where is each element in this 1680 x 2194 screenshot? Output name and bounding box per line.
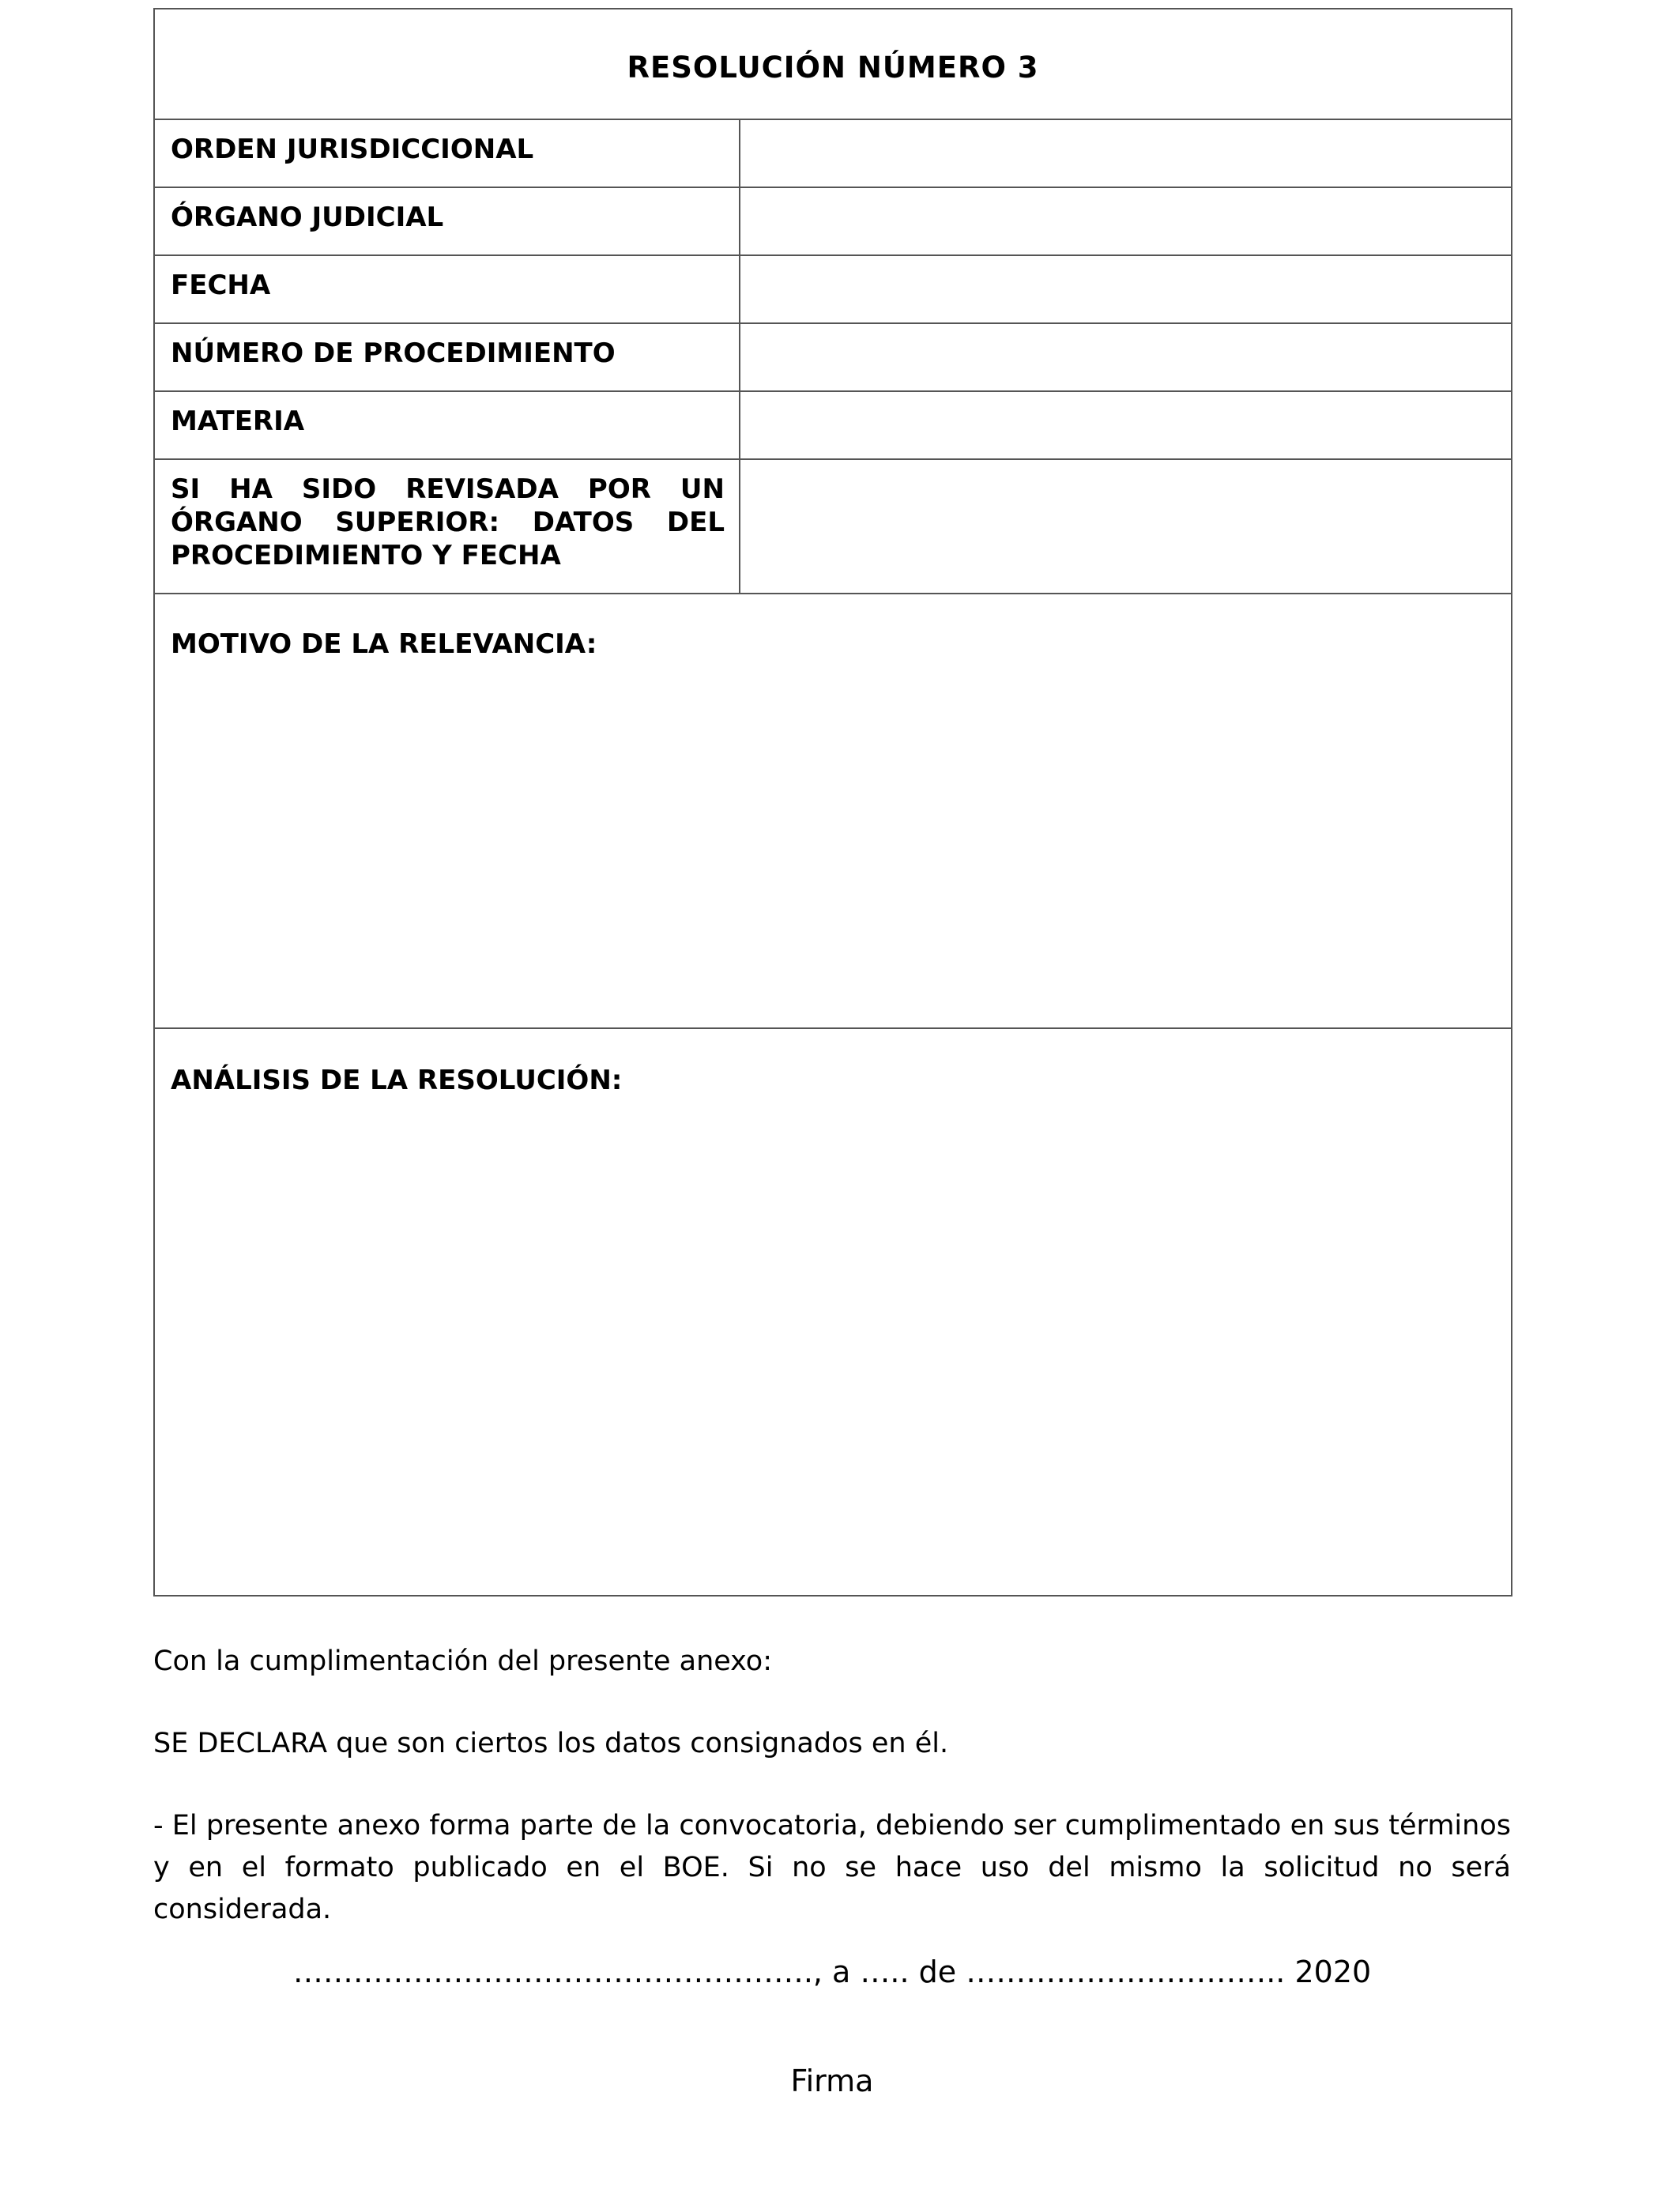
field-label-cell [154,391,740,459]
field-label-numero-procedimiento: NÚMERO DE PROCEDIMIENTO [171,337,616,369]
form-title: RESOLUCIÓN NÚMERO 3 [627,50,1039,85]
field-row-materia [154,391,1512,459]
analisis-row [154,1028,1512,1596]
analisis-resolucion-label: ANÁLISIS DE LA RESOLUCIÓN: [171,1065,623,1096]
note-paragraph: - El presente anexo forma parte de la convocatoria, debiendo ser cumplimentado en sus términos y en el formato publicado en el BOE. Si no se hace uso del mismo la solicitud no será considerada. [153,1810,1511,1925]
field-value-orden-jurisdiccional[interactable] [740,119,1512,187]
field-value-materia[interactable] [740,391,1512,459]
title-row [154,9,1512,119]
declaration-paragraph: SE DECLARA que son ciertos los datos consignados en él. [153,1728,949,1759]
field-label-cell [154,459,740,594]
analisis-resolucion-area[interactable] [154,1028,1512,1596]
field-label-cell [154,119,740,187]
field-label-cell [154,187,740,255]
field-label-organo-judicial: ÓRGANO JUDICIAL [171,202,444,233]
title-cell [154,9,1512,119]
field-label-fecha: FECHA [171,270,271,301]
field-row-revision [154,459,1512,594]
field-label-cell [154,255,740,323]
resolution-form-table [153,8,1512,1596]
field-value-fecha[interactable] [740,255,1512,323]
place-date-line: ……………………………………………., a ….. de ………………………….. 2020 [292,1955,1372,1989]
field-label-orden-jurisdiccional: ORDEN JURISDICCIONAL [171,134,534,165]
field-row-organo [154,187,1512,255]
field-value-numero-procedimiento[interactable] [740,323,1512,391]
field-label-revision-superior: SI HA SIDO REVISADA POR UN ÓRGANO SUPERIOR: DATOS DEL PROCEDIMIENTO Y FECHA [171,473,725,571]
field-value-organo-judicial[interactable] [740,187,1512,255]
motivo-row [154,594,1512,1028]
motivo-relevancia-label: MOTIVO DE LA RELEVANCIA: [171,628,597,660]
field-row-orden [154,119,1512,187]
field-label-materia: MATERIA [171,405,305,437]
field-row-numero [154,323,1512,391]
signature-label: Firma [790,2064,874,2098]
field-value-revision-superior[interactable] [740,459,1512,594]
intro-paragraph: Con la cumplimentación del presente anexo: [153,1646,773,1677]
field-label-cell [154,323,740,391]
field-row-fecha [154,255,1512,323]
motivo-relevancia-area[interactable] [154,594,1512,1028]
